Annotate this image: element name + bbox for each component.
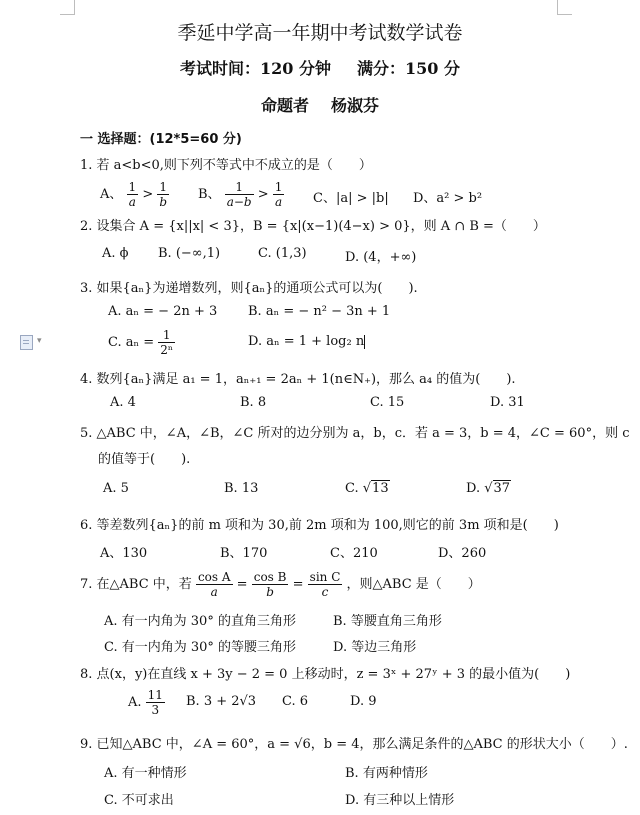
question-9-stem: 9. 已知△ABC 中，∠A = 60°，a = √6，b = 4，那么满足条件的△ABC 的形状大小（ ）.: [80, 737, 628, 752]
question-2-option-c: C. (1,3): [258, 246, 307, 261]
radicand: 13: [372, 481, 389, 496]
question-8-option-c: C. 6: [282, 694, 309, 709]
question-9-option-a: A. 有一种情形: [104, 766, 187, 781]
question-6-option-a: A、130: [100, 546, 148, 561]
question-6-option-d: D、260: [438, 546, 487, 561]
option-text: D. √: [466, 481, 493, 496]
option-letter: A、: [100, 187, 123, 202]
question-8-stem: 8. 点(x，y)在直线 x + 3y − 2 = 0 上移动时，z = 3ˣ + 27ʸ + 3 的最小值为( ): [80, 667, 571, 682]
exam-time: 考试时间：120 分钟: [180, 59, 331, 78]
operator: =: [292, 577, 304, 592]
question-3-stem: 3. 如果{aₙ}为递增数列，则{aₙ}的通项公式可以为( ).: [80, 281, 418, 296]
option-text: A.: [128, 695, 142, 710]
question-3-option-b: B. aₙ = − n² − 3n + 1: [248, 304, 391, 319]
question-5-stem-continued: 的值等于( ).: [98, 452, 191, 467]
page-corner-mark: [60, 0, 75, 15]
exam-author: [0, 93, 640, 116]
radicand: 37: [493, 481, 511, 496]
fraction: $\frac{\text{cos A}}{a}$: [197, 570, 231, 599]
author-label: 命题者: [260, 96, 309, 115]
exam-score: 满分：150 分: [357, 59, 460, 78]
question-4-option-b: B. 8: [240, 395, 267, 410]
question-8-option-a: [128, 688, 165, 717]
document-icon[interactable]: [20, 335, 33, 350]
page-corner-mark: [557, 0, 572, 15]
question-7-stem: [80, 570, 481, 599]
question-5-option-d: [466, 481, 511, 496]
fraction: $\frac{1}{\text{2ⁿ}}$: [160, 328, 174, 357]
section-heading: 一 选择题：(12*5=60 分): [80, 132, 242, 147]
exam-title: 季延中学高一年期中考试数学试卷: [177, 22, 463, 44]
question-9-option-c: C. 不可求出: [104, 793, 174, 808]
question-4-stem: 4. 数列{aₙ}满足 a₁ = 1，aₙ₊₁ = 2aₙ + 1(n∈N₊)，那么 a₄ 的值为( ).: [80, 372, 516, 387]
question-1-option-c: C、|a| > |b|: [313, 191, 389, 206]
question-4-option-d: D. 31: [490, 395, 525, 410]
question-5-option-b: B. 13: [224, 481, 259, 496]
fraction: $\frac{1}{a}$: [128, 180, 137, 209]
question-2-stem: 2. 设集合 A = {x||x| < 3}，B = {x|(x−1)(4−x) > 0}，则 A ∩ B =（ ）: [80, 219, 546, 234]
fraction: $\frac{1}{a}$: [274, 180, 283, 209]
question-6-stem: 6. 等差数列{aₙ}的前 m 项和为 30,前 2m 项和为 100,则它的前 3m 项和是( ): [80, 518, 559, 533]
option-text: C. √: [345, 481, 372, 496]
question-8-option-b: B. 3 + 2√3: [186, 694, 257, 709]
question-7-option-b: B. 等腰直角三角形: [333, 614, 442, 629]
question-4-option-a: A. 4: [110, 395, 136, 410]
operator: >: [257, 187, 269, 202]
question-3-option-a: A. aₙ = − 2n + 3: [108, 304, 218, 319]
fraction: $\frac{1}{a-b}$: [226, 180, 252, 209]
question-1-option-d: D、a² > b²: [413, 191, 483, 206]
question-7-option-a: A. 有一内角为 30° 的直角三角形: [104, 614, 296, 629]
operator: >: [142, 187, 154, 202]
fraction: $\frac{\text{sin C}}{c}$: [309, 570, 341, 599]
option-text: D. aₙ = 1 + log₂ n: [248, 334, 365, 349]
operator: =: [236, 577, 248, 592]
question-7-option-d: D. 等边三角形: [333, 640, 417, 655]
question-6-option-c: C、210: [330, 546, 378, 561]
fraction: $\frac{11}{3}$: [147, 688, 163, 717]
question-2-option-a: A. ϕ: [102, 246, 129, 261]
question-7-option-c: C. 有一内角为 30° 的等腰三角形: [104, 640, 297, 655]
text-cursor: [364, 335, 365, 349]
question-4-option-c: C. 15: [370, 395, 405, 410]
author-name: 杨淑芬: [331, 96, 380, 115]
question-5-option-a: A. 5: [103, 481, 129, 496]
question-1-option-a: [100, 180, 169, 209]
fraction: $\frac{\text{cos B}}{b}$: [253, 570, 287, 599]
question-6-option-b: B、170: [220, 546, 268, 561]
stem-text: ，则△ABC 是（ ）: [346, 577, 481, 592]
question-8-option-d: D. 9: [350, 694, 377, 709]
question-1-option-b: [198, 180, 284, 209]
exam-info: [0, 56, 640, 79]
question-2-option-d: D. (4，+∞): [345, 250, 417, 265]
question-2-option-b: B. (−∞,1): [158, 246, 221, 261]
question-5-option-c: [345, 481, 390, 496]
stem-text: 7. 在△ABC 中，若: [80, 577, 192, 592]
question-5-stem: 5. △ABC 中，∠A，∠B，∠C 所对的边分别为 a，b，c．若 a = 3，b = 4，∠C = 60°，则 c: [80, 426, 630, 441]
question-3-option-d: [248, 334, 365, 349]
question-9-option-b: B. 有两种情形: [345, 766, 428, 781]
option-letter: B、: [198, 187, 221, 202]
chevron-down-icon[interactable]: ▾: [37, 336, 42, 346]
option-text: C. aₙ =: [108, 335, 155, 350]
fraction: $\frac{1}{b}$: [159, 180, 168, 209]
question-3-option-c: [108, 328, 175, 357]
question-9-option-d: D. 有三种以上情形: [345, 793, 455, 808]
question-1-stem: 1. 若 a<b<0,则下列不等式中不成立的是（ ）: [80, 158, 372, 173]
